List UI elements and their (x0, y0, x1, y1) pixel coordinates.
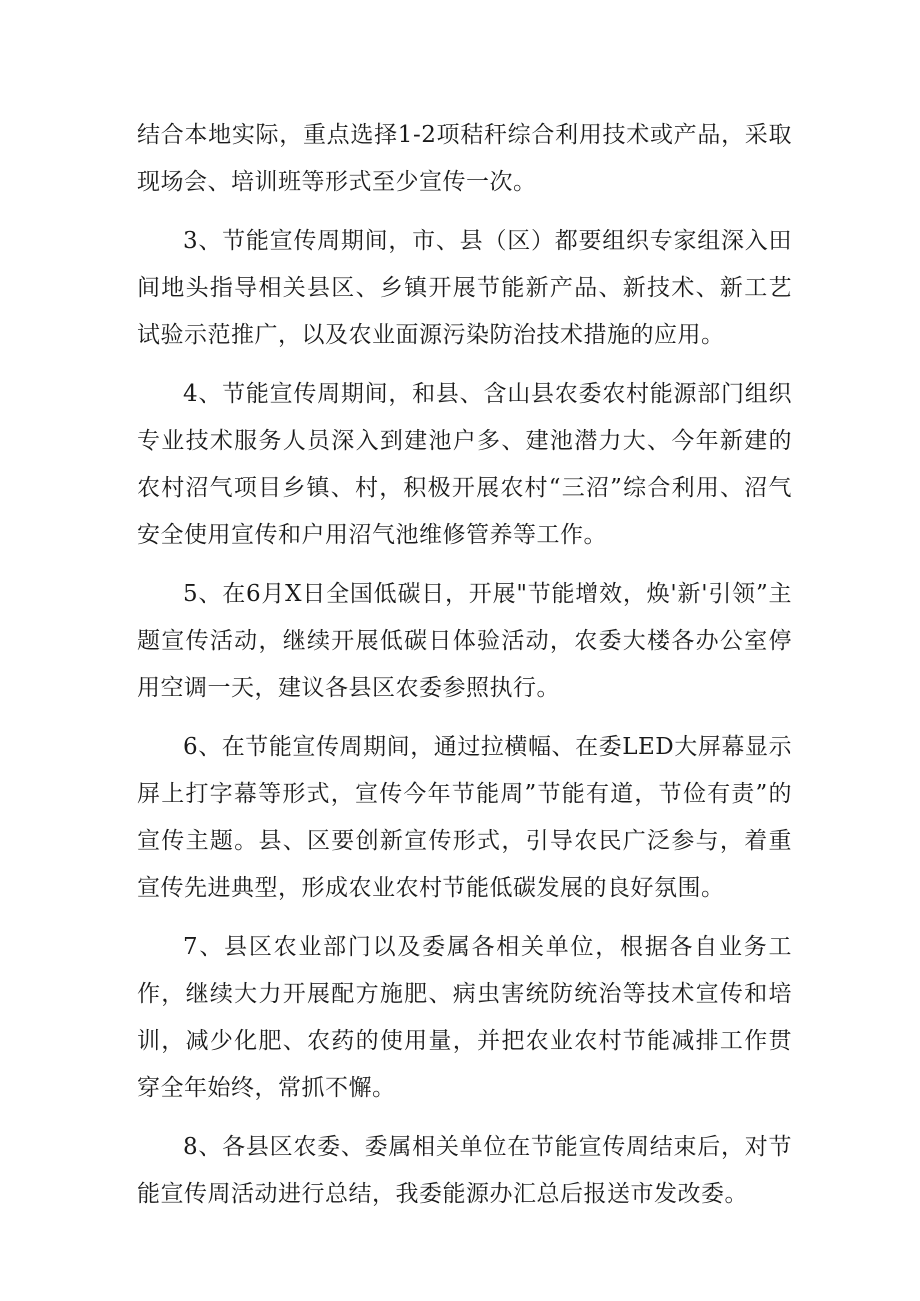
paragraph-item-3: 3、节能宣传周期间，市、县（区）都要组织专家组深入田间地头指导相关县区、乡镇开展节能新产品、新技术、新工艺试验示范推广，以及农业面源污染防治技术措施的应用。 (137, 228, 792, 348)
paragraph-item-4: 4、节能宣传周期间，和县、含山县农委农村能源部门组织专业技术服务人员深入到建池户多、建池潜力大、今年新建的农村沼气项目乡镇、村，积极开展农村“三沼”综合利用、沼气安全使用宣传和户用沼气池维修管养等工作。 (137, 381, 792, 548)
paragraph-continuation: 结合本地实际，重点选择1-2项秸秆综合利用技术或产品，采取现场会、培训班等形式至少宣传一次。 (137, 122, 792, 195)
paragraph-item-8: 8、各县区农委、委属相关单位在节能宣传周结束后，对节能宣传周活动进行总结，我委能源办汇总后报送市发改委。 (137, 1134, 792, 1207)
paragraph-item-7: 7、县区农业部门以及委属各相关单位，根据各自业务工作，继续大力开展配方施肥、病虫害统防统治等技术宣传和培训，减少化肥、农药的使用量，并把农业农村节能减排工作贯穿全年始终，常抓不懈。 (137, 934, 792, 1101)
document-body (137, 112, 792, 1218)
paragraph-item-6: 6、在节能宣传周期间，通过拉横幅、在委LED大屏幕显示屏上打字幕等形式，宣传今年节能周”节能有道，节俭有责”的宣传主题。县、区要创新宣传形式，引导农民广泛参与，着重宣传先进典型，形成农业农村节能低碳发展的良好氛围。 (137, 734, 792, 901)
paragraph-item-5: 5、在6月X日全国低碳日，开展"节能增效，焕'新'引领”主题宣传活动，继续开展低碳日体验活动，农委大楼各办公室停用空调一天，建议各县区农委参照执行。 (137, 581, 792, 701)
